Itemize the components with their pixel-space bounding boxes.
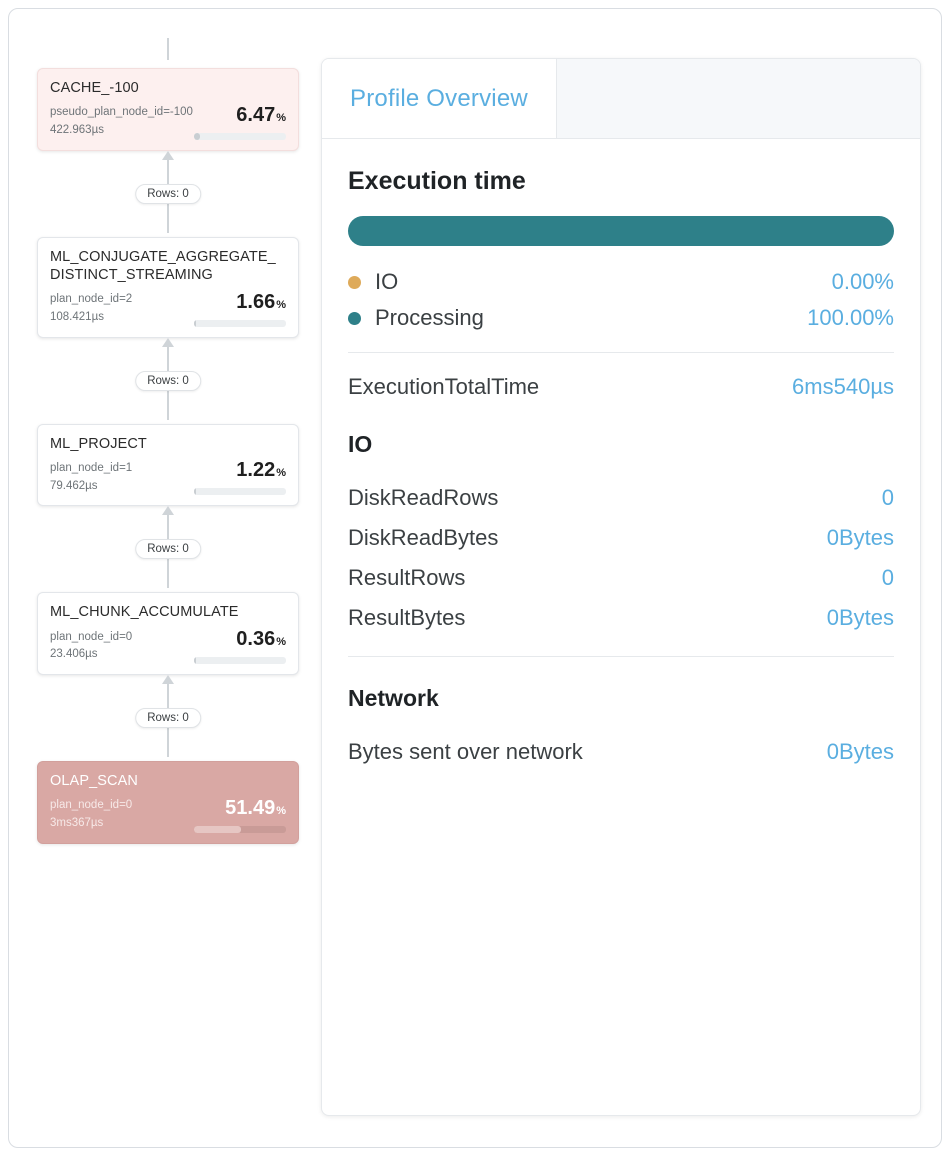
key-result-rows: ResultRows	[348, 565, 466, 590]
row-execution-total-time	[348, 367, 894, 407]
plan-node-body	[50, 291, 286, 327]
plan-node-right	[194, 798, 286, 833]
plan-node-title: ML_CHUNK_ACCUMULATE	[50, 604, 239, 621]
value-result-rows: 0	[881, 565, 894, 590]
plan-node-bar	[194, 488, 286, 495]
plan-node-percent: 6.47%	[236, 103, 286, 126]
value-bytes-sent-over-network: 0Bytes	[826, 739, 894, 764]
row-result-rows	[348, 558, 894, 598]
plan-node-bar	[194, 320, 286, 327]
legend-value-io: 0.00%	[831, 269, 894, 294]
plan-node-bar-fill	[194, 826, 241, 833]
plan-node-time: 3ms367µs	[50, 817, 104, 830]
io-heading: IO	[348, 431, 373, 457]
plan-node-bar-fill	[194, 657, 196, 664]
plan-node-percent: 1.22%	[236, 459, 286, 482]
plan-node-olap-scan[interactable]	[37, 761, 299, 844]
rows-badge: Rows: 0	[135, 184, 201, 204]
panel-body	[322, 139, 920, 792]
query-plan-tree	[33, 38, 303, 844]
plan-node-title: ML_CONJUGATE_AGGREGATE_DISTINCT_STREAMING	[50, 248, 276, 283]
plan-node-bar	[194, 657, 286, 664]
network-heading: Network	[348, 685, 439, 711]
legend-left	[348, 269, 398, 295]
value-disk-read-rows: 0	[881, 485, 894, 510]
processing-color-dot-icon	[348, 312, 361, 325]
plan-node-title: ML_PROJECT	[50, 435, 147, 452]
row-disk-read-rows	[348, 478, 894, 518]
plan-node-percent: 1.66%	[236, 290, 286, 313]
row-disk-read-bytes	[348, 518, 894, 558]
plan-node-bar	[194, 826, 286, 833]
legend-value-processing: 100.00%	[807, 305, 894, 330]
plan-node-title: CACHE_-100	[50, 80, 139, 96]
divider	[348, 656, 894, 657]
plan-node-body	[50, 104, 286, 140]
rows-badge: Rows: 0	[135, 371, 201, 391]
tab-profile-overview[interactable]: Profile Overview	[322, 59, 557, 138]
plan-node-time: 23.406µs	[50, 648, 98, 661]
plan-node-right	[194, 105, 286, 140]
plan-node-time: 108.421µs	[50, 310, 104, 323]
tabbar-filler	[557, 59, 920, 138]
plan-connector	[33, 151, 303, 237]
execution-time-bar	[348, 216, 894, 246]
profile-panel	[321, 58, 921, 1116]
plan-node-id: pseudo_plan_node_id=-100	[50, 106, 193, 119]
key-disk-read-bytes: DiskReadBytes	[348, 525, 499, 550]
value-disk-read-bytes: 0Bytes	[826, 525, 894, 550]
plan-node-body	[50, 460, 286, 496]
legend-left	[348, 305, 484, 331]
plan-node-title: OLAP_SCAN	[50, 773, 138, 790]
plan-connector	[33, 338, 303, 424]
plan-node-right	[194, 629, 286, 664]
row-result-bytes	[348, 598, 894, 638]
value-execution-total-time: 6ms540µs	[792, 374, 894, 399]
plan-node-bar	[194, 133, 286, 140]
legend-label-io: IO	[375, 269, 399, 294]
plan-node-meta	[50, 797, 132, 833]
plan-node-id: plan_node_id=2	[50, 293, 133, 305]
divider	[348, 352, 894, 353]
plan-node-cache[interactable]	[37, 68, 299, 151]
spacer	[348, 407, 894, 427]
plan-connector	[33, 506, 303, 592]
plan-node-meta	[50, 629, 132, 665]
plan-node-percent: 51.49%	[225, 796, 286, 819]
key-execution-total-time: ExecutionTotalTime	[348, 374, 540, 399]
plan-top-stub	[167, 38, 169, 60]
legend-row-processing	[348, 302, 894, 334]
plan-connector	[33, 675, 303, 761]
key-result-bytes: ResultBytes	[348, 605, 466, 630]
key-disk-read-rows: DiskReadRows	[348, 485, 499, 510]
plan-node-bar-fill	[194, 133, 200, 140]
legend-row-io	[348, 266, 894, 298]
plan-node-id: plan_node_id=0	[50, 799, 133, 812]
value-result-bytes: 0Bytes	[826, 605, 894, 630]
key-bytes-sent-over-network: Bytes sent over network	[348, 739, 583, 764]
plan-node-bar-fill	[194, 320, 196, 327]
plan-node-time: 422.963µs	[50, 123, 104, 136]
spacer	[348, 671, 894, 681]
plan-node-right	[194, 292, 286, 327]
plan-node-meta	[50, 460, 132, 496]
plan-node-id: plan_node_id=1	[50, 461, 133, 474]
legend-label-processing: Processing	[375, 305, 484, 330]
plan-node-body	[50, 797, 286, 833]
plan-node-conjugate-aggregate[interactable]	[37, 237, 299, 338]
rows-badge: Rows: 0	[135, 539, 201, 559]
panel-tabbar	[322, 59, 920, 139]
plan-node-meta	[50, 291, 132, 327]
plan-node-bar-fill	[194, 488, 196, 495]
plan-node-id: plan_node_id=0	[50, 630, 133, 643]
row-bytes-sent-over-network	[348, 732, 894, 772]
execution-time-heading: Execution time	[348, 167, 526, 195]
plan-node-right	[194, 460, 286, 495]
plan-node-project[interactable]	[37, 424, 299, 507]
plan-node-body	[50, 629, 286, 665]
plan-node-time: 79.462µs	[50, 479, 98, 492]
plan-node-meta	[50, 104, 193, 140]
rows-badge: Rows: 0	[135, 708, 201, 728]
plan-node-percent: 0.36%	[236, 628, 286, 651]
io-color-dot-icon	[348, 276, 361, 289]
plan-node-chunk-accumulate[interactable]	[37, 592, 299, 675]
